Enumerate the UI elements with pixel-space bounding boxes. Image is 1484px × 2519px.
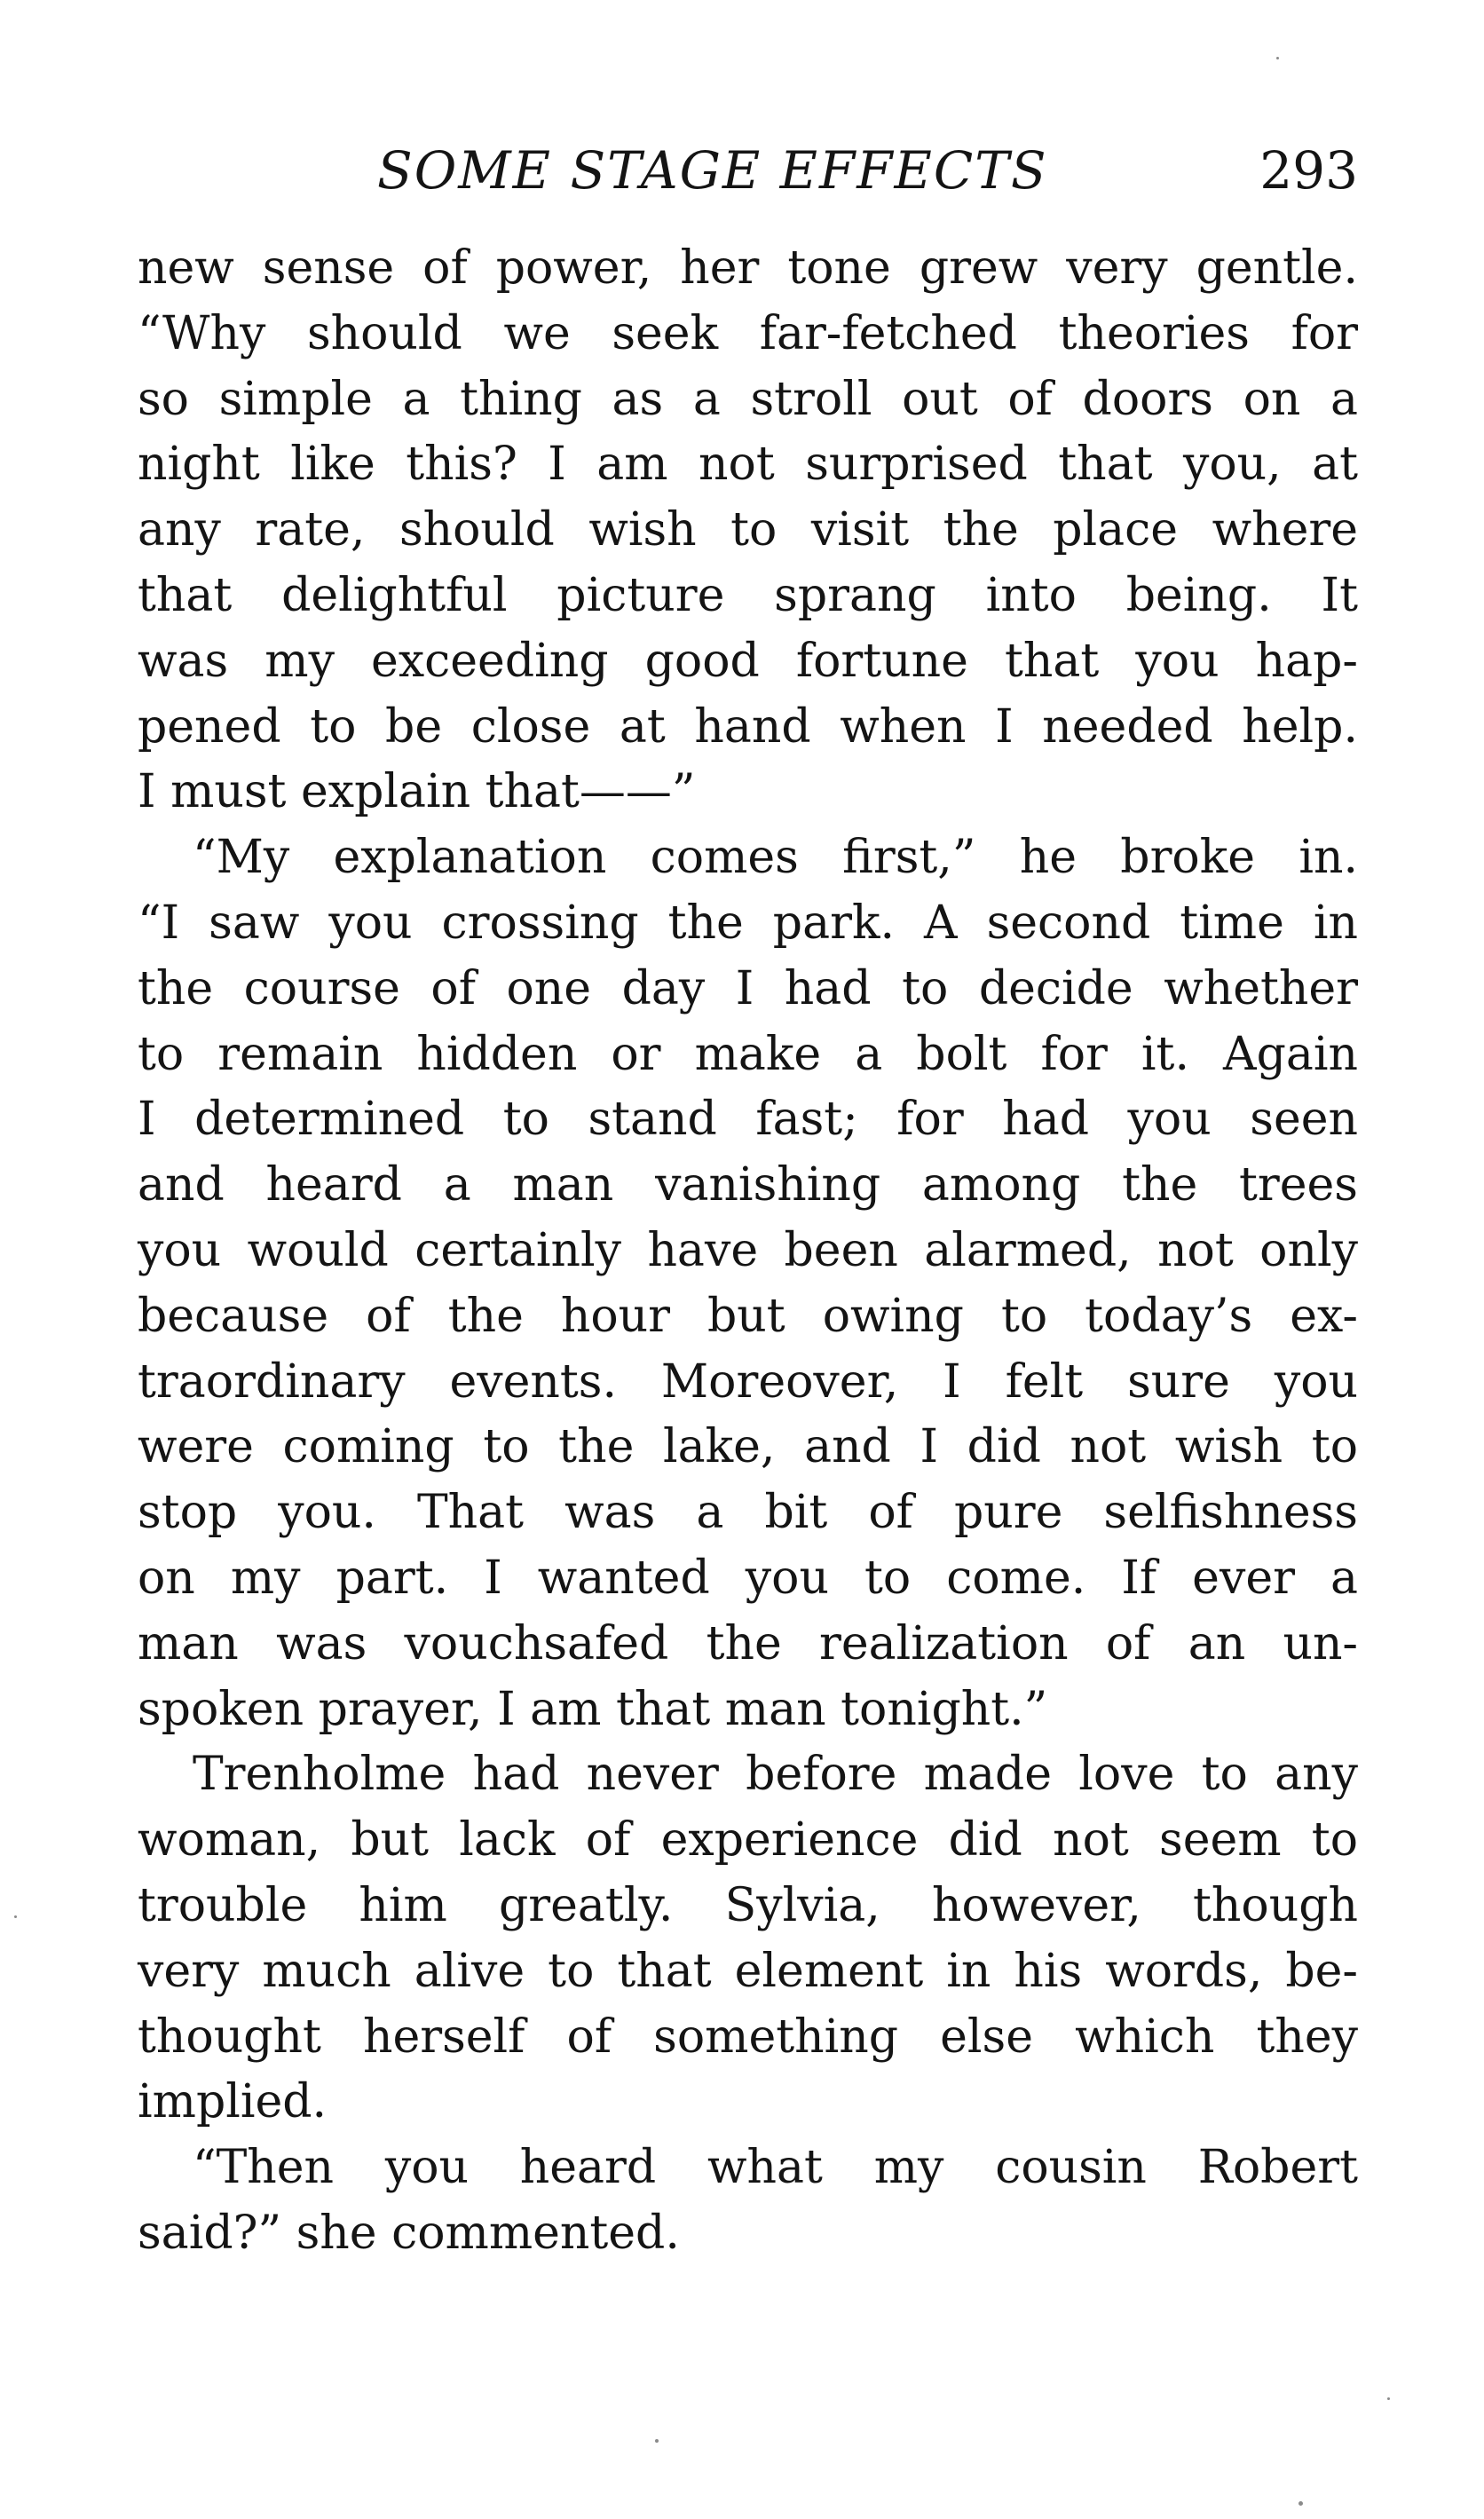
text-line: man was vouchsafed the realization of an un- <box>138 1616 1358 1670</box>
text-line: trouble him greatly. Sylvia, however, though <box>138 1878 1358 1932</box>
paragraph <box>138 236 1358 825</box>
text-line: Trenholme had never before made love to any <box>193 1748 1358 1802</box>
text-line: “Why should we seek far-fetched theories for <box>138 306 1358 360</box>
running-title: SOME STAGE EFFECTS <box>377 140 1048 201</box>
text-line: stop you. That was a bit of pure selfishness <box>138 1486 1358 1540</box>
scan-speck <box>1387 2397 1390 2400</box>
text-line: “My explanation comes first,” he broke in. <box>193 831 1358 885</box>
text-line: to remain hidden or make a bolt for it. Again <box>138 1027 1358 1081</box>
page-number: 293 <box>1259 140 1358 201</box>
body-text <box>138 236 1358 2267</box>
running-head <box>138 135 1358 206</box>
text-line: because of the hour but owing to today’s ex- <box>138 1289 1358 1343</box>
text-line: very much alive to that element in his words, be- <box>138 1944 1358 1998</box>
text-line: and heard a man vanishing among the trees <box>138 1158 1358 1212</box>
paragraph <box>138 825 1358 1742</box>
paragraph <box>138 2136 1358 2267</box>
text-line: I must explain that——” <box>138 765 696 819</box>
text-line: you would certainly have been alarmed, not only <box>138 1223 1358 1277</box>
text-line: night like this? I am not surprised that you, at <box>138 438 1358 492</box>
text-line: were coming to the lake, and I did not wish to <box>138 1420 1358 1474</box>
scan-speck <box>14 1915 17 1918</box>
text-line: thought herself of something else which they <box>138 2010 1358 2064</box>
scan-speck <box>1298 2501 1303 2506</box>
text-line: implied. <box>138 2075 328 2129</box>
scan-speck <box>1276 57 1279 59</box>
text-line: so simple a thing as a stroll out of doors on a <box>138 372 1358 426</box>
text-line: new sense of power, her tone grew very gentle. <box>138 241 1358 295</box>
text-line: spoken prayer, I am that man tonight.” <box>138 1682 1048 1736</box>
text-line: the course of one day I had to decide whether <box>138 961 1358 1015</box>
text-line: that delightful picture sprang into being. It <box>138 568 1358 622</box>
text-line: pened to be close at hand when I needed help. <box>138 699 1358 754</box>
text-line: said?” she commented. <box>138 2206 680 2260</box>
text-line: was my exceeding good fortune that you hap- <box>138 634 1358 688</box>
paragraph <box>138 1742 1358 2136</box>
text-line: woman, but lack of experience did not seem to <box>138 1813 1358 1868</box>
text-line: on my part. I wanted you to come. If ever a <box>138 1551 1358 1605</box>
text-line: “I saw you crossing the park. A second time in <box>138 896 1358 950</box>
text-line: traordinary events. Moreover, I felt sure you <box>138 1354 1358 1409</box>
text-line: any rate, should wish to visit the place where <box>138 503 1358 557</box>
text-line: “Then you heard what my cousin Robert <box>193 2141 1358 2195</box>
text-line: I determined to stand fast; for had you seen <box>138 1093 1358 1147</box>
scan-speck <box>655 2439 659 2443</box>
